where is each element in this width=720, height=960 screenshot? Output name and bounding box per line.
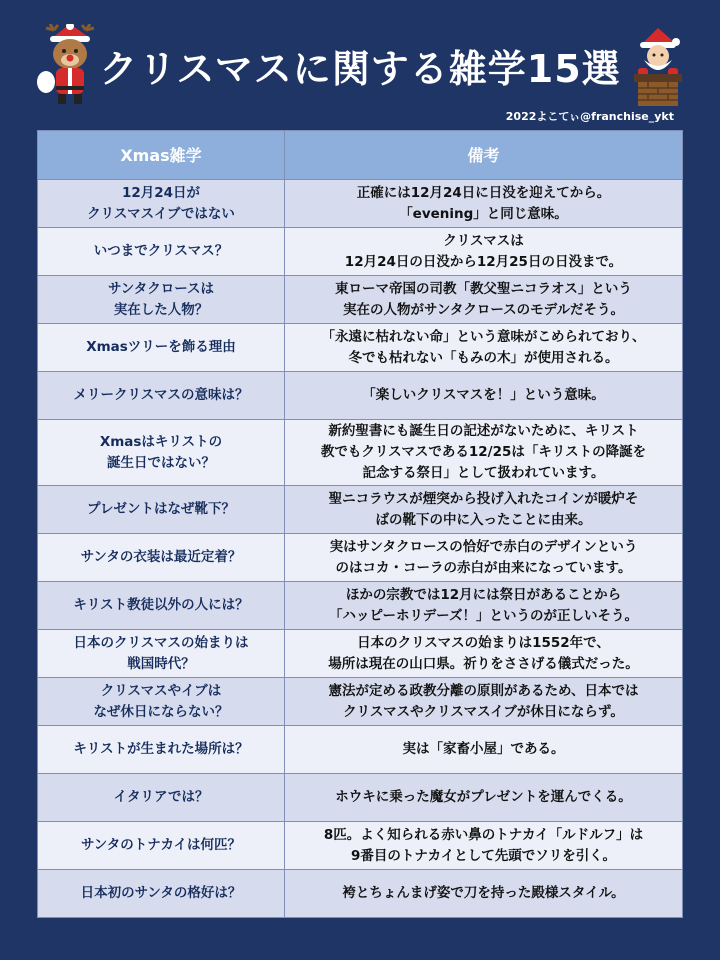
note-cell: 実は「家畜小屋」である。 [285,726,683,774]
table-row [38,324,683,372]
table-row [38,486,683,534]
note-cell: 8匹。よく知られる赤い鼻のトナカイ「ルドルフ」は 9番目のトナカイとして先頭でソリを引く。 [285,822,683,870]
table-row [38,372,683,420]
trivia-cell: メリークリスマスの意味は？ [38,372,285,420]
table-row [38,420,683,486]
trivia-cell: いつまでクリスマス？ [38,228,285,276]
note-cell: 「楽しいクリスマスを！」という意味。 [285,372,683,420]
trivia-cell: Xmasはキリストの 誕生日ではない？ [38,420,285,486]
credit-text: 2022よこてぃ@franchise_ykt [505,110,674,123]
trivia-cell: イタリアでは？ [38,774,285,822]
note-cell: 実はサンタクロースの恰好で赤白のデザインという のはコカ・コーラの赤白が由来になっています。 [285,534,683,582]
trivia-cell: Xmasツリーを飾る理由 [38,324,285,372]
note-cell: 憲法が定める政教分離の原則があるため、日本では クリスマスやクリスマスイブが休日にならず。 [285,678,683,726]
table-header-row [38,131,683,180]
table-row [38,534,683,582]
table-row [38,726,683,774]
table-row [38,774,683,822]
note-cell: 袴とちょんまげ姿で刀を持った殿様スタイル。 [285,870,683,918]
table-row [38,630,683,678]
note-cell: 日本のクリスマスの始まりは1552年で、 場所は現在の山口県。祈りをささげる儀式だった。 [285,630,683,678]
column-header-trivia: Xmas雑学 [38,131,285,180]
trivia-cell: プレゼントはなぜ靴下？ [38,486,285,534]
note-cell: 「永遠に枯れない命」という意味がこめられており、 冬でも枯れない「もみの木」が使用される。 [285,324,683,372]
trivia-cell: キリスト教徒以外の人には？ [38,582,285,630]
trivia-cell: サンタの衣装は最近定着？ [38,534,285,582]
trivia-cell: 日本初のサンタの格好は？ [38,870,285,918]
table-row [38,678,683,726]
note-cell: ホウキに乗った魔女がプレゼントを運んでくる。 [285,774,683,822]
note-cell: 新約聖書にも誕生日の記述がないために、キリスト 教でもクリスマスである12/25は「キリストの降誕を 記念する祭日」として扱われています。 [285,420,683,486]
table-row [38,180,683,228]
trivia-cell: キリストが生まれた場所は？ [38,726,285,774]
note-cell: 聖ニコラウスが煙突から投げ入れたコインが暖炉そ ばの靴下の中に入ったことに由来。 [285,486,683,534]
table-row [38,870,683,918]
note-cell: ほかの宗教では12月には祭日があることから 「ハッピーホリデーズ！」というのが正しいそう。 [285,582,683,630]
column-header-notes: 備考 [285,131,683,180]
trivia-cell: 日本のクリスマスの始まりは 戦国時代？ [38,630,285,678]
trivia-cell: 12月24日が クリスマスイブではない [38,180,285,228]
page-title: クリスマスに関する雑学15選 [99,47,621,91]
note-cell: クリスマスは 12月24日の日没から12月25日の日没まで。 [285,228,683,276]
trivia-cell: クリスマスやイブは なぜ休日にならない？ [38,678,285,726]
note-cell: 東ローマ帝国の司教「教父聖ニコラオス」という 実在の人物がサンタクロースのモデルだそう。 [285,276,683,324]
table-row [38,822,683,870]
table-row [38,582,683,630]
table-row [38,228,683,276]
note-cell: 正確には12月24日に日没を迎えてから。 「evening」と同じ意味。 [285,180,683,228]
trivia-cell: サンタのトナカイは何匹？ [38,822,285,870]
trivia-table [37,130,683,918]
trivia-cell: サンタクロースは 実在した人物？ [38,276,285,324]
table-row [38,276,683,324]
